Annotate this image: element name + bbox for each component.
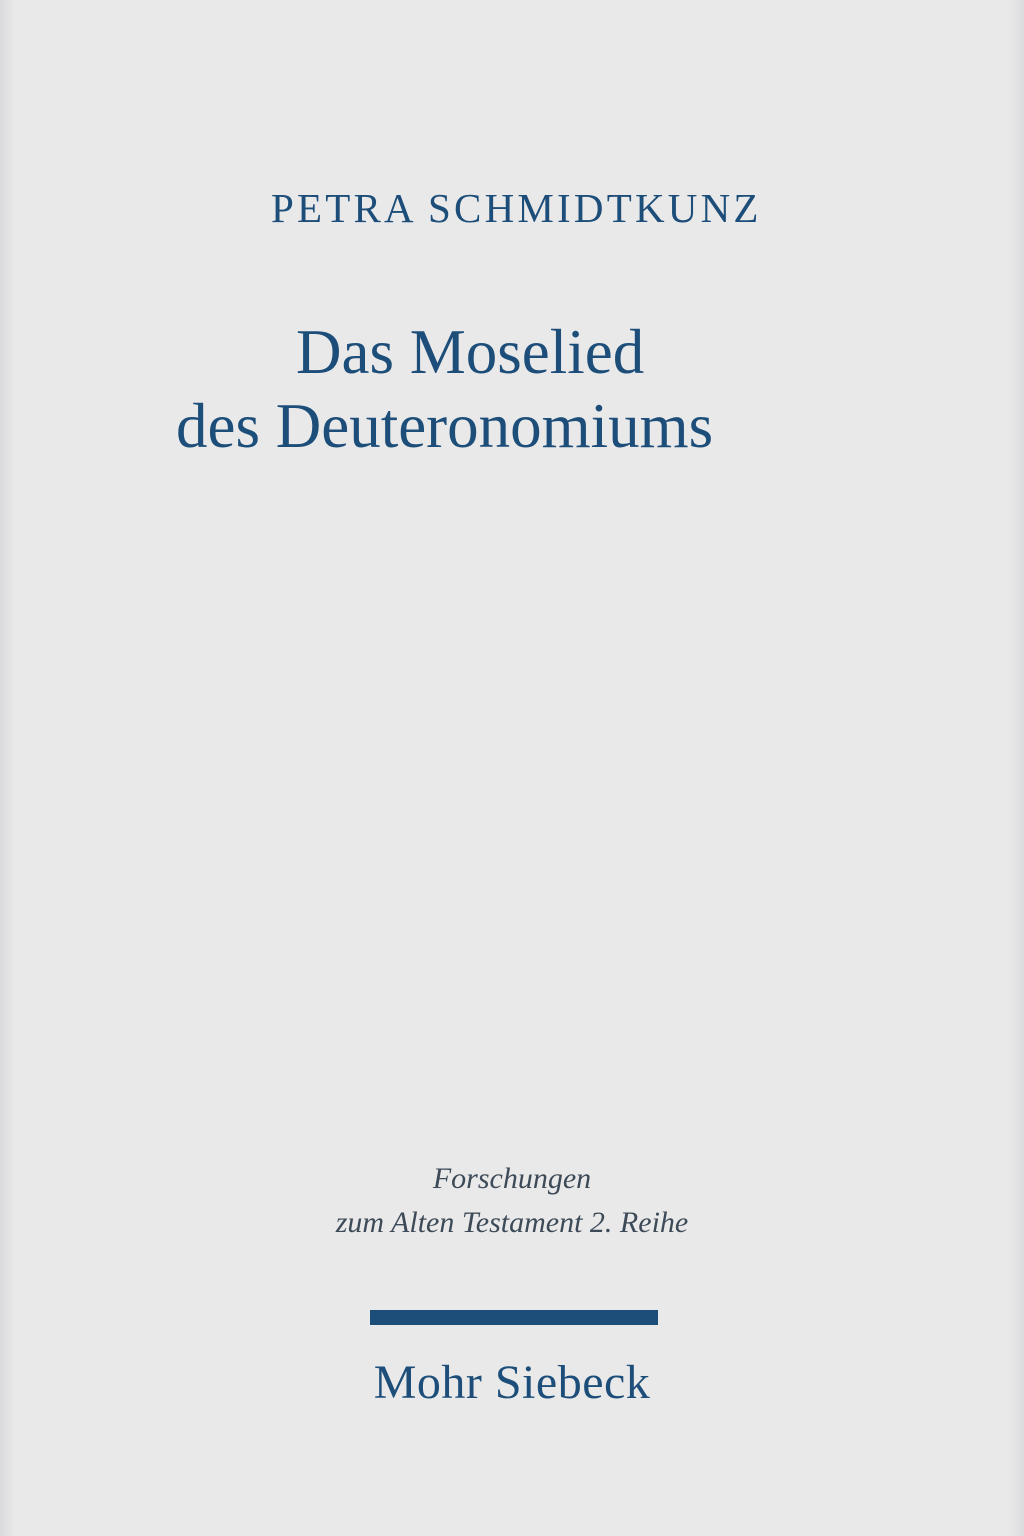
publisher-name: Mohr Siebeck <box>373 1356 651 1409</box>
book-title-line-2: des Deuteronomiums <box>176 390 714 461</box>
series-name-line-2: zum Alten Testament 2. Reihe <box>335 1205 689 1239</box>
author-name: PETRA SCHMIDTKUNZ <box>271 185 762 231</box>
book-title-line-1: Das Moselied <box>296 317 645 387</box>
book-title <box>176 316 896 463</box>
series-name-line-1: Forschungen <box>432 1162 592 1195</box>
series-name <box>0 1157 1024 1244</box>
divider-rule <box>370 1310 658 1325</box>
